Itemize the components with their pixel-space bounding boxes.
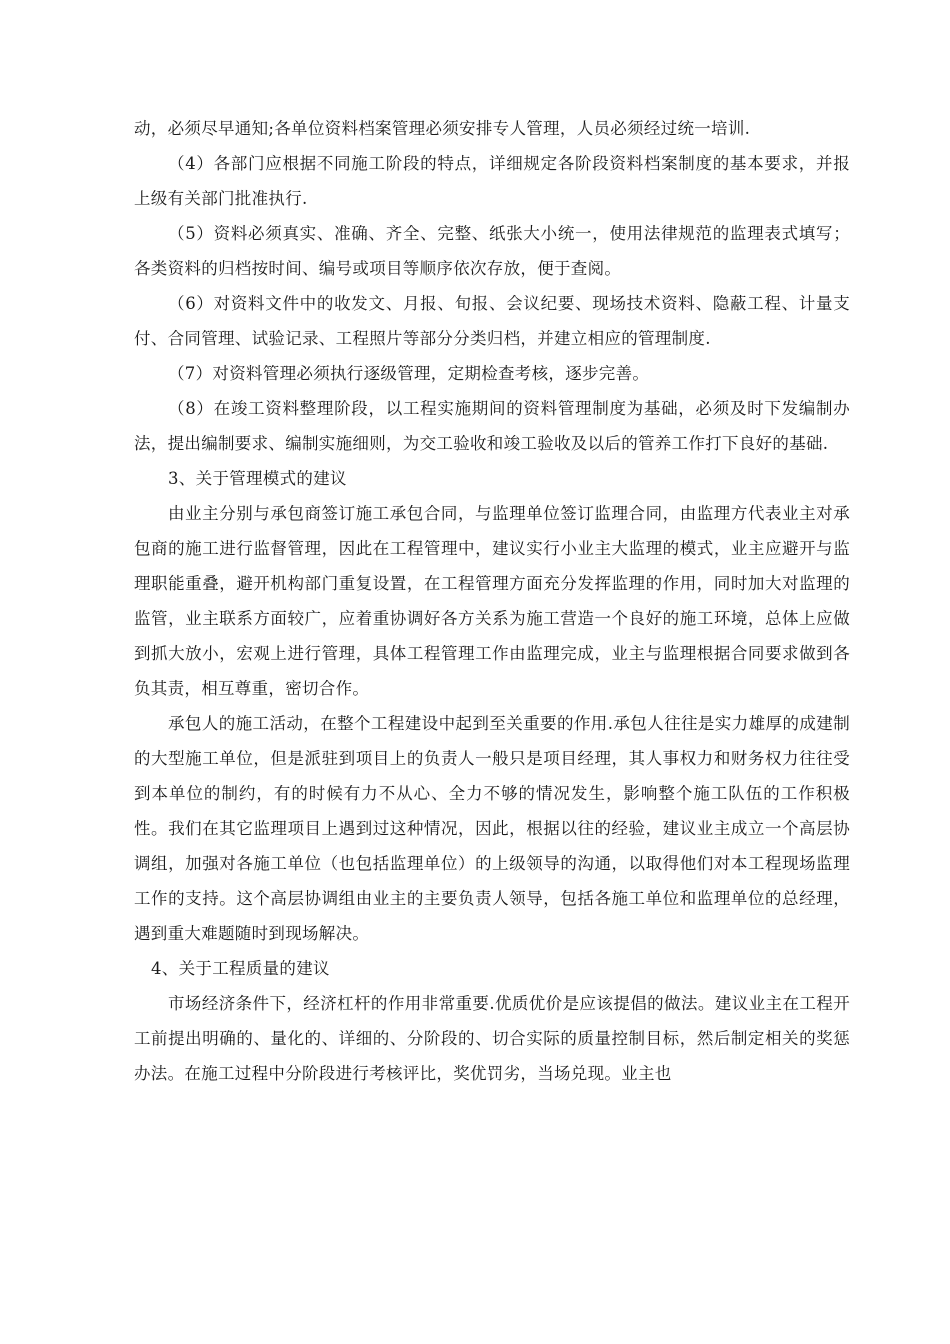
paragraph-item-8: （8）在竣工资料整理阶段，以工程实施期间的资料管理制度为基础，必须及时下发编制办法，提出编制要求、编制实施细则，为交工验收和竣工验收及以后的管养工作打下良好的基础. xyxy=(134,399,850,453)
paragraph-item-7: （7）对资料管理必须执行逐级管理，定期检查考核，逐步完善。 xyxy=(168,364,650,383)
paragraph-continuation: 动，必须尽早通知;各单位资料档案管理必须安排专人管理，人员必须经过统一培训. xyxy=(134,119,751,138)
paragraph-contractor: 承包人的施工活动，在整个工程建设中起到至关重要的作用.承包人往往是实力雄厚的成建制的大型施工单位，但是派驻到项目上的负责人一般只是项目经理，其人事权力和财务权力往往受到本单位的制约，有的时候有力不从心、全力不够的情况发生，影响整个施工队伍的工作积极性。我们在其它监理项目上遇到过这种情况，因此，根据以往的经验，建议业主成立一个高层协调组，加强对各施工单位（也包括监理单位）的上级领导的沟通，以取得他们对本工程现场监理工作的支持。这个高层协调组由业主的主要负责人领导，包括各施工单位和监理单位的总经理，遇到重大难题随时到现场解决。 xyxy=(134,714,850,943)
paragraph-item-4: （4）各部门应根据不同施工阶段的特点，详细规定各阶段资料档案制度的基本要求，并报上级有关部门批准执行. xyxy=(134,154,850,208)
paragraph-management-mode: 由业主分别与承包商签订施工承包合同，与监理单位签订监理合同，由监理方代表业主对承包商的施工进行监督管理，因此在工程管理中，建议实行小业主大监理的模式，业主应避开与监理职能重叠，避开机构部门重复设置，在工程管理方面充分发挥监理的作用，同时加大对监理的监管，业主联系方面较广，应着重协调好各方关系为施工营造一个良好的施工环境，总体上应做到抓大放小，宏观上进行管理，具体工程管理工作由监理完成，业主与监理根据合同要求做到各负其责，相互尊重，密切合作。 xyxy=(134,504,850,698)
section-heading-4: 4、关于工程质量的建议 xyxy=(151,959,330,978)
paragraph-item-6: （6）对资料文件中的收发文、月报、旬报、会议纪要、现场技术资料、隐蔽工程、计量支付、合同管理、试验记录、工程照片等部分分类归档，并建立相应的管理制度. xyxy=(134,294,850,348)
section-heading-3: 3、关于管理模式的建议 xyxy=(168,469,347,488)
paragraph-quality: 市场经济条件下，经济杠杆的作用非常重要.优质优价是应该提倡的做法。建议业主在工程开工前提出明确的、量化的、详细的、分阶段的、切合实际的质量控制目标，然后制定相关的奖惩办法。在施工过程中分阶段进行考核评比，奖优罚劣，当场兑现。业主也 xyxy=(134,994,850,1083)
paragraph-item-5: （5）资料必须真实、准确、齐全、完整、纸张大小统一，使用法律规范的监理表式填写；各类资料的归档按时间、编号或项目等顺序依次存放，便于查阅。 xyxy=(134,224,850,278)
